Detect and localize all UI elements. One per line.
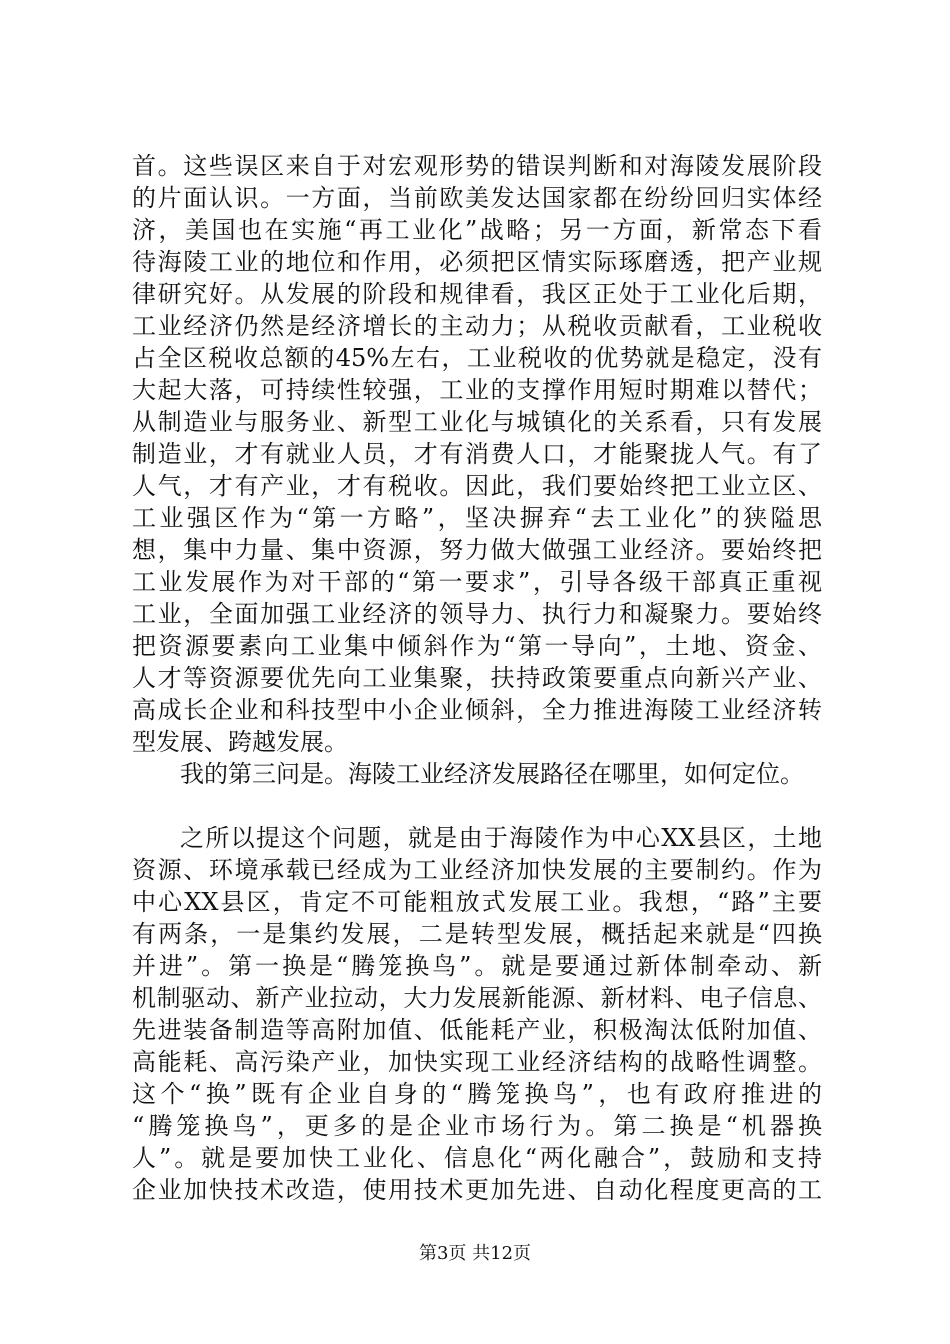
text-line: 有两条，一是集约发展，二是转型发展，概括起来就是“四换 <box>132 920 822 948</box>
text-line-paragraph-start: 之所以提这个问题，就是由于海陵作为中心XX县区，土地 <box>180 824 822 852</box>
text-line: 并进”。第一换是“腾笼换鸟”。就是要通过新体制牵动、新 <box>132 952 822 980</box>
body-text <box>132 150 822 1206</box>
text-line: 想，集中力量、集中资源，努力做大做强工业经济。要始终把 <box>132 536 822 564</box>
text-line: 制造业，才有就业人员，才有消费人口，才能聚拢人气。有了 <box>132 440 822 468</box>
text-line: 中心XX县区，肯定不可能粗放式发展工业。我想，“路”主要 <box>132 888 822 916</box>
text-line: 人才等资源要优先向工业集聚，扶持政策要重点向新兴产业、 <box>132 664 822 692</box>
text-line: 人气，才有产业，才有税收。因此，我们要始终把工业立区、 <box>132 472 822 500</box>
text-line: 先进装备制造等高附加值、低能耗产业，积极淘汰低附加值、 <box>132 1016 822 1044</box>
text-line: 高成长企业和科技型中小企业倾斜，全力推进海陵工业经济转 <box>132 696 822 724</box>
text-line-paragraph-end: 型发展、跨越发展。 <box>132 728 348 756</box>
text-line: 工业强区作为“第一方略”，坚决摒弃“去工业化”的狭隘思 <box>132 504 822 532</box>
text-line: 把资源要素向工业集中倾斜作为“第一导向”，土地、资金、 <box>132 632 822 660</box>
text-line: 占全区税收总额的45%左右，工业税收的优势就是稳定，没有 <box>132 344 822 372</box>
text-line: “腾笼换鸟”，更多的是企业市场行为。第二换是“机器换 <box>132 1112 822 1140</box>
text-line: 这个“换”既有企业自身的“腾笼换鸟”，也有政府推进的 <box>132 1080 822 1108</box>
text-line: 工业，全面加强工业经济的领导力、执行力和凝聚力。要始终 <box>132 600 822 628</box>
text-line: 首。这些误区来自于对宏观形势的错误判断和对海陵发展阶段 <box>132 152 822 180</box>
text-line: 高能耗、高污染产业，加快实现工业经济结构的战略性调整。 <box>132 1048 822 1076</box>
text-line: 从制造业与服务业、新型工业化与城镇化的关系看，只有发展 <box>132 408 822 436</box>
text-line: 人”。就是要加快工业化、信息化“两化融合”，鼓励和支持 <box>132 1144 822 1172</box>
page-number-footer: 第3页 共12页 <box>418 1243 532 1264</box>
text-line: 工业经济仍然是经济增长的主动力；从税收贡献看，工业税收 <box>132 312 822 340</box>
text-line: 大起大落，可持续性较强，工业的支撑作用短时期难以替代； <box>132 376 822 404</box>
section-question-line: 我的第三问是。海陵工业经济发展路径在哪里，如何定位。 <box>180 760 804 788</box>
text-line: 机制驱动、新产业拉动，大力发展新能源、新材料、电子信息、 <box>132 984 822 1012</box>
text-line: 工业发展作为对干部的“第一要求”，引导各级干部真正重视 <box>132 568 822 596</box>
text-line: 的片面认识。一方面，当前欧美发达国家都在纷纷回归实体经 <box>132 184 822 212</box>
text-line: 律研究好。从发展的阶段和规律看，我区正处于工业化后期， <box>132 280 822 308</box>
text-line: 资源、环境承载已经成为工业经济加快发展的主要制约。作为 <box>132 856 822 884</box>
text-line: 济，美国也在实施“再工业化”战略；另一方面，新常态下看 <box>132 216 822 244</box>
text-line: 待海陵工业的地位和作用，必须把区情实际琢磨透，把产业规 <box>132 248 822 276</box>
text-line: 企业加快技术改造，使用技术更加先进、自动化程度更高的工 <box>132 1176 822 1204</box>
